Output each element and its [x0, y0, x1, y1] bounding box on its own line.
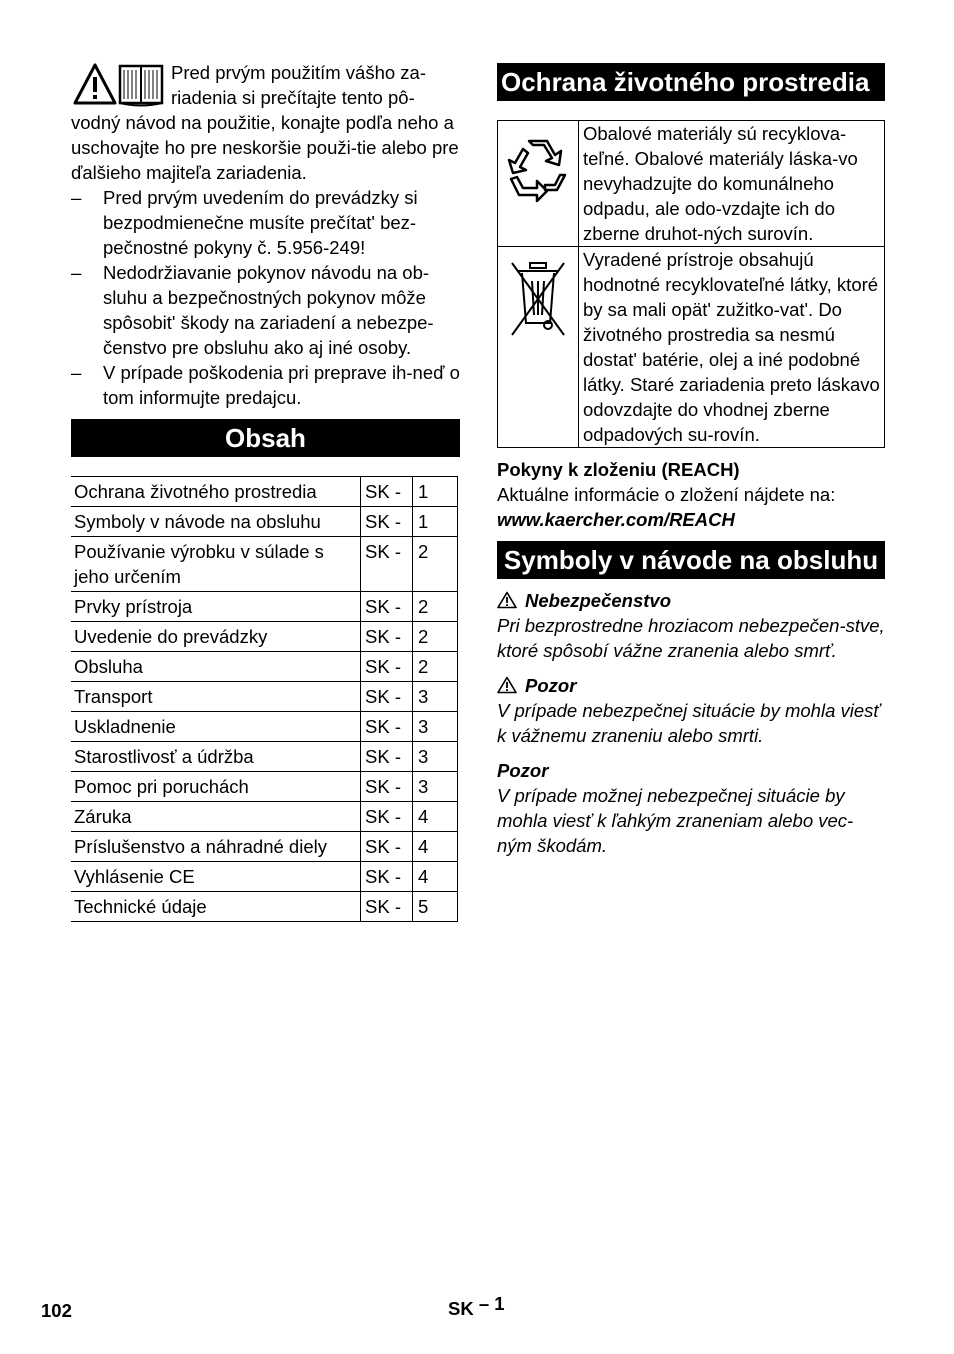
recycle-icon-cell — [498, 121, 579, 247]
toc-row — [71, 622, 458, 652]
toc-entry-page: 1 — [413, 507, 458, 537]
toc-entry-page: 1 — [413, 477, 458, 507]
toc-entry-name: Prvky prístroja — [71, 592, 361, 622]
toc-entry-name: Uvedenie do prevádzky — [71, 622, 361, 652]
warning-label: Pozor — [525, 675, 577, 696]
toc-entry-name: Uskladnenie — [71, 712, 361, 742]
toc-entry-section: SK - — [361, 507, 413, 537]
toc-entry-page: 3 — [413, 712, 458, 742]
toc-entry-name: Ochrana životného prostredia — [71, 477, 361, 507]
toc-entry-section: SK - — [361, 622, 413, 652]
section-page-marker — [448, 1293, 505, 1321]
right-column — [497, 63, 885, 858]
footer-dash: – — [478, 1293, 490, 1314]
toc-entry-section: SK - — [361, 892, 413, 922]
reach-link[interactable]: www.kaercher.com/REACH — [497, 509, 735, 530]
intro-bullets — [71, 185, 460, 410]
crossed-bin-icon — [508, 259, 568, 339]
toc-entry-name: Záruka — [71, 802, 361, 832]
reach-text: Aktuálne informácie o zložení nájdete na: — [497, 484, 836, 505]
toc-entry-section: SK - — [361, 537, 413, 592]
toc-entry-section: SK - — [361, 832, 413, 862]
warning-triangle-icon — [497, 591, 517, 609]
manual-book-icon — [120, 66, 162, 106]
intro-text: Pred prvým použitím vášho za-riadenia si prečítajte tento pô-vodný návod na použitie, konajte podľa neho a uschovajte ho pre neskoršie použi-tie alebo pre ďalšieho majiteľa zariadenia. — [71, 62, 459, 183]
caution-text: V prípade možnej nebezpečnej situácie by mohla viesť k ľahkým zraneniam alebo vec-ným škodám. — [497, 785, 854, 856]
toc-entry-page: 2 — [413, 537, 458, 592]
toc-entry-name: Príslušenstvo a náhradné diely — [71, 832, 361, 862]
environment-table — [497, 120, 885, 448]
toc-entry-section: SK - — [361, 802, 413, 832]
symbols-heading: Symboly v návode na obsluhu — [497, 541, 885, 579]
toc-entry-page: 3 — [413, 682, 458, 712]
env-row — [498, 247, 885, 448]
footer-section-page: 1 — [494, 1293, 505, 1314]
toc-entry-section: SK - — [361, 862, 413, 892]
env-row — [498, 121, 885, 247]
crossed-bin-icon-cell — [498, 247, 579, 448]
bullet-item: – Pred prvým uvedením do prevádzky si bezpodmienečne musíte prečítat' bez-pečnostné pokyny č. 5.956-249! — [71, 185, 460, 260]
recycle-text: Obalové materiály sú recyklova-teľné. Obalové materiály láska-vo nevyhadzujte do komunálneho odpadu, ale odo-vzdajte ich do zberne druhot-ných surovín. — [579, 121, 885, 247]
toc-entry-page: 3 — [413, 742, 458, 772]
caution-heading — [497, 758, 885, 783]
bin-text: Vyradené prístroje obsahujú hodnotné recyklovateľné látky, ktoré by sa mali opät' zužitko-vat'. Do životného prostredia sa nesmú dostat' batérie, olej a iné podobné látky. Staré zariadenia preto láskavo odovzdajte do vhodnej zberne odpadových su-rovín. — [579, 247, 885, 448]
toc-heading: Obsah — [71, 419, 460, 457]
toc-entry-page: 2 — [413, 592, 458, 622]
toc-entry-name: Obsluha — [71, 652, 361, 682]
toc-row — [71, 862, 458, 892]
danger-heading — [497, 588, 885, 613]
warning-heading — [497, 673, 885, 698]
toc-entry-page: 2 — [413, 652, 458, 682]
toc-entry-page: 5 — [413, 892, 458, 922]
toc-entry-page: 4 — [413, 802, 458, 832]
toc-row — [71, 832, 458, 862]
toc-row — [71, 537, 458, 592]
toc-entry-section: SK - — [361, 772, 413, 802]
danger-text: Pri bezprostredne hroziacom nebezpečen-stve, ktoré spôsobí vážne zranenia alebo smrť. — [497, 615, 885, 661]
toc-table — [71, 476, 458, 922]
toc-row — [71, 892, 458, 922]
toc-entry-name: Symboly v návode na obsluhu — [71, 507, 361, 537]
toc-entry-name: Používanie výrobku v súlade s jeho určením — [71, 537, 361, 592]
toc-row — [71, 772, 458, 802]
toc-row — [71, 592, 458, 622]
environment-heading: Ochrana životného prostredia — [497, 63, 885, 101]
page-number: 102 — [41, 1300, 72, 1321]
toc-entry-page: 4 — [413, 862, 458, 892]
toc-entry-section: SK - — [361, 682, 413, 712]
toc-entry-page: 3 — [413, 772, 458, 802]
toc-entry-page: 2 — [413, 622, 458, 652]
warning-triangle-icon — [75, 65, 115, 103]
toc-row — [71, 652, 458, 682]
toc-row — [71, 477, 458, 507]
toc-entry-name: Transport — [71, 682, 361, 712]
warning-triangle-icon — [497, 676, 517, 694]
left-column — [71, 60, 460, 922]
toc-entry-section: SK - — [361, 477, 413, 507]
toc-entry-page: 4 — [413, 832, 458, 862]
intro-block — [71, 60, 460, 185]
toc-entry-section: SK - — [361, 742, 413, 772]
toc-entry-section: SK - — [361, 712, 413, 742]
warning-text: V prípade nebezpečnej situácie by mohla viesť k vážnemu zraneniu alebo smrti. — [497, 700, 880, 746]
recycle-icon — [501, 133, 575, 207]
toc-row — [71, 682, 458, 712]
intro-icons — [73, 62, 167, 110]
footer-lang: SK — [448, 1298, 474, 1319]
toc-entry-name: Pomoc pri poruchách — [71, 772, 361, 802]
toc-entry-name: Technické údaje — [71, 892, 361, 922]
toc-row — [71, 802, 458, 832]
toc-row — [71, 507, 458, 537]
toc-row — [71, 742, 458, 772]
danger-label: Nebezpečenstvo — [525, 590, 671, 611]
bullet-item: – V prípade poškodenia pri preprave ih-neď o tom informujte predajcu. — [71, 360, 460, 410]
toc-entry-section: SK - — [361, 652, 413, 682]
toc-entry-name: Starostlivosť a údržba — [71, 742, 361, 772]
toc-row — [71, 712, 458, 742]
toc-entry-name: Vyhlásenie CE — [71, 862, 361, 892]
reach-title: Pokyny k zloženiu (REACH) — [497, 459, 740, 480]
bullet-item: – Nedodržiavanie pokynov návodu na ob-sluhu a bezpečnostných pokynov môže spôsobit' škody na zariadení a nebezpe-čenstvo pre obsluhu ako aj iné osoby. — [71, 260, 460, 360]
toc-entry-section: SK - — [361, 592, 413, 622]
caution-label: Pozor — [497, 760, 549, 781]
